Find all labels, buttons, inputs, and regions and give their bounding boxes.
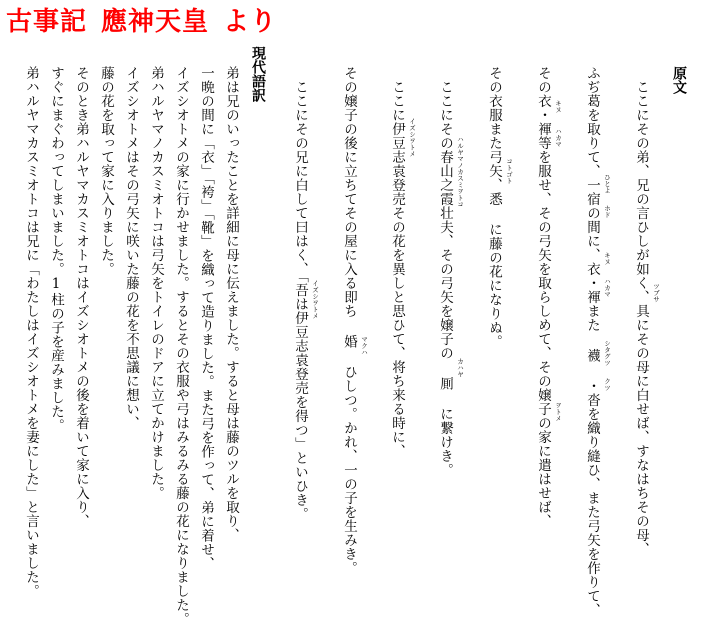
title-main: 古事記 xyxy=(6,7,88,37)
ruby-annotation: イズシヲトメ xyxy=(311,280,319,319)
translation-line: そのとき弟ハルヤマカスミオトコはイズシオトメの後を着いて家に入り、 xyxy=(73,66,89,528)
original-heading: 原文 xyxy=(671,66,687,94)
ruby-annotation: イズシヲトメ xyxy=(408,118,416,157)
ruby-annotation: ホド xyxy=(603,205,611,218)
document-title xyxy=(6,4,277,40)
translation-line: 弟は兄のいったことを詳細に母に伝えました。すると母は藤のツルを取り、 xyxy=(223,66,239,542)
translation-line: 藤の花を取って家に入りました。 xyxy=(98,66,114,276)
translation-line: イズシオトメはその弓矢に咲いた藤の花を不思議に想い、 xyxy=(123,66,139,430)
ruby-annotation: ハカマ xyxy=(554,128,562,148)
ruby-annotation: シタグツ xyxy=(603,340,611,366)
original-line: その嬢子の後に立ちてその屋に入る即ち 婚 ひしつ。かれ、一の子を生みき。 xyxy=(341,66,357,575)
ruby-annotation: ハカマ xyxy=(603,278,611,298)
original-line: ふぢ葛を取りて、一宿の間に、衣・褌また 襪 ・沓を織り縫ひ、また弓矢を作りて、 xyxy=(584,66,600,617)
translation-line: すぐにまぐわってしまいました。1柱の子を産みました。 xyxy=(48,66,64,433)
translation-line: 弟ハルヤマノカスミオトコは弓矢をトイレのドアに立てかけました。 xyxy=(148,66,164,500)
translation-line: 弟ハルヤマカスミオトコは兄に「わたしはイズシオトメを妻にした」と言いました。 xyxy=(23,66,39,598)
translation-line: 一晩の間に「衣」「袴」「靴」を織って造りました。また弓を作って、弟に着せ、 xyxy=(198,66,214,571)
original-line: ここにその兄に白して曰はく、「吾は伊豆志袁登売を得つ」といひき。 xyxy=(292,80,308,522)
ruby-annotation: マクハ xyxy=(360,336,368,356)
translation-line: イズシオトメの家に行かせました。するとその衣服や弓はみるみる藤の花になりました。 xyxy=(173,66,189,626)
original-line: ここにその春山之霞壮夫、その弓矢を嬢子の 厠 に繋けき。 xyxy=(437,80,453,477)
translation-heading: 現代語訳 xyxy=(250,46,266,102)
ruby-annotation: コトゴト xyxy=(505,158,513,184)
ruby-annotation: ツブサ xyxy=(652,283,660,303)
ruby-annotation: ハルヤマノカスミヲトコ xyxy=(456,136,464,208)
ruby-annotation: ヲトメ xyxy=(554,402,562,422)
original-line: その衣・褌等を服せ、その弓矢を取らしめて、その嬢子の家に遣はせば、 xyxy=(535,66,551,528)
ruby-annotation: キヌ xyxy=(603,252,611,265)
original-line: ここに伊豆志袁登売その花を異しと思ひて、将ち来る時に、 xyxy=(389,80,405,458)
ruby-annotation: クツ xyxy=(603,378,611,391)
title-suffix: より xyxy=(223,7,278,37)
ruby-annotation: ひとよ xyxy=(603,174,611,194)
original-line: その衣服また弓矢、悉 に藤の花になりぬ。 xyxy=(486,66,502,349)
ruby-annotation: カハヤ xyxy=(456,358,464,378)
ruby-annotation: キヌ xyxy=(554,100,562,113)
original-line: ここにその弟、兄の言ひしが如く、具にその母に白せば、すなはちその母、 xyxy=(633,80,649,556)
title-sub: 應神天皇 xyxy=(101,7,210,37)
